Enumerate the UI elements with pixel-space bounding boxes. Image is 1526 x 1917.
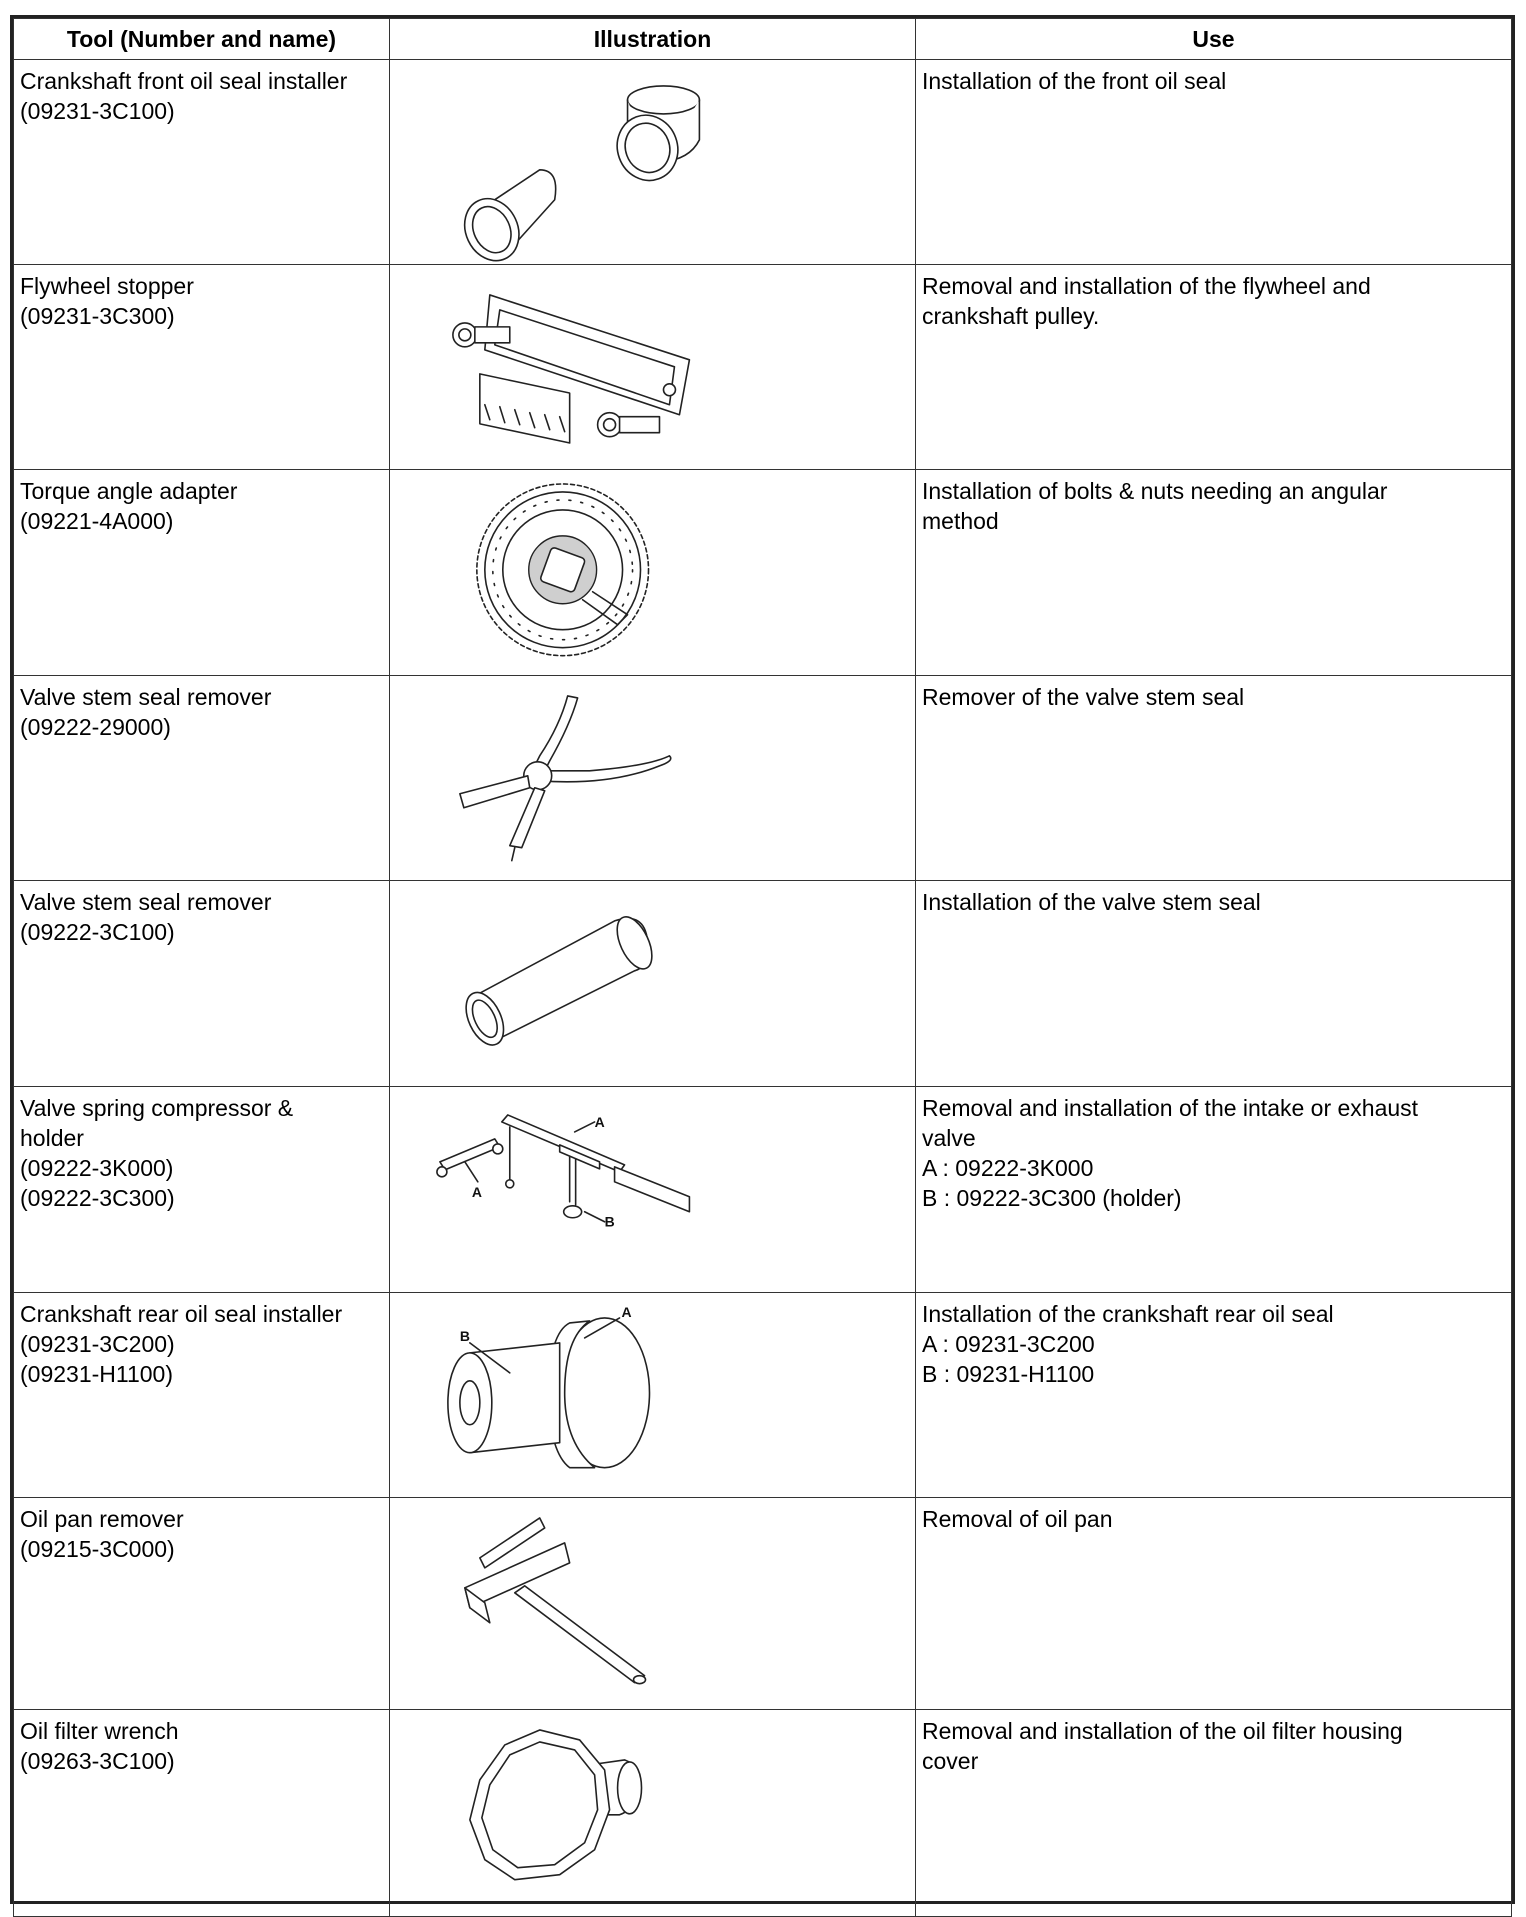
tool-number: (09231-H1100) [20, 1360, 174, 1387]
tool-cell [14, 1498, 390, 1710]
tool-name: Oil pan remover [20, 1506, 184, 1533]
tool-number: (09222-3K000) [20, 1155, 174, 1182]
label-a-left: A [471, 1183, 482, 1200]
use-text: Installation of the crankshaft rear oil seal [922, 1300, 1334, 1327]
table-row [14, 1292, 1512, 1498]
table-row [14, 1087, 1512, 1293]
tool-number: (09215-3C000) [20, 1536, 175, 1563]
use-cell [916, 1292, 1512, 1498]
illustration-cell [390, 264, 916, 470]
use-text: Installation of the front oil seal [922, 68, 1227, 94]
tool-cell [14, 60, 390, 265]
tool-number: (09263-3C100) [20, 1747, 175, 1774]
use-text: Removal and installation of the flywheel and [922, 272, 1371, 299]
table-row [14, 470, 1512, 676]
tool-number: (09222-3C100) [20, 919, 175, 946]
use-cell [916, 264, 1512, 470]
use-cell [916, 470, 1512, 676]
tool-cell [14, 470, 390, 676]
tool-cell [14, 1087, 390, 1293]
use-text: Removal and installation of the intake or exhaust [922, 1095, 1419, 1122]
illustration-cell [390, 1087, 916, 1293]
crankshaft-rear-oil-seal-installer-icon [390, 1293, 915, 1498]
tool-cell [14, 264, 390, 470]
valve-stem-seal-remover-pliers-icon [390, 676, 915, 881]
tool-name: Torque angle adapter [20, 478, 238, 505]
crankshaft-front-oil-seal-installer-icon [390, 60, 915, 264]
use-text: crankshaft pulley. [922, 302, 1100, 329]
use-text: Remover of the valve stem seal [922, 683, 1245, 710]
torque-angle-adapter-icon [390, 470, 915, 675]
label-b: B [459, 1327, 470, 1344]
tool-name: Crankshaft rear oil seal installer [20, 1300, 343, 1327]
use-cell [916, 60, 1512, 265]
use-text: B : 09222-3C300 (holder) [922, 1185, 1182, 1212]
tool-number: (09231-3C200) [20, 1330, 175, 1357]
header-row [14, 19, 1512, 60]
use-text: A : 09222-3K000 [922, 1155, 1094, 1182]
valve-spring-compressor-icon [390, 1087, 915, 1292]
flywheel-stopper-icon [390, 265, 915, 470]
tool-number: (09231-3C100) [20, 98, 175, 124]
table-row [14, 881, 1512, 1087]
table-row [14, 60, 1512, 265]
tool-number: (09231-3C300) [20, 302, 175, 329]
oil-pan-remover-icon [390, 1498, 915, 1709]
tool-cell [14, 881, 390, 1087]
use-text: Removal and installation of the oil filter housing [922, 1717, 1403, 1744]
use-text: B : 09231-H1100 [922, 1360, 1095, 1387]
table-row [14, 1498, 1512, 1710]
tool-name: Flywheel stopper [20, 272, 194, 299]
tool-name: Valve stem seal remover [20, 683, 272, 710]
header-use: Use [916, 19, 1512, 60]
tool-name: Crankshaft front oil seal installer [20, 68, 348, 94]
illustration-cell [390, 1709, 916, 1917]
tool-name: Oil filter wrench [20, 1717, 179, 1744]
tool-name-cont: holder [20, 1125, 84, 1152]
table-row [14, 264, 1512, 470]
use-cell [916, 1087, 1512, 1293]
use-cell [916, 1709, 1512, 1917]
label-a-right: A [594, 1113, 605, 1130]
special-tools-table-frame [10, 15, 1515, 1904]
use-text: cover [922, 1747, 979, 1774]
use-text: A : 09231-3C200 [922, 1330, 1095, 1357]
oil-filter-wrench-icon [390, 1710, 915, 1917]
illustration-cell [390, 1498, 916, 1710]
use-text: Removal of oil pan [922, 1506, 1113, 1533]
illustration-cell [390, 60, 916, 265]
tool-cell [14, 1709, 390, 1917]
header-tool: Tool (Number and name) [14, 19, 390, 60]
tool-number: (09222-29000) [20, 713, 171, 740]
tool-number: (09222-3C300) [20, 1185, 175, 1212]
use-text: Installation of the valve stem seal [922, 889, 1261, 916]
tool-name: Valve stem seal remover [20, 889, 272, 916]
illustration-cell [390, 1292, 916, 1498]
illustration-cell [390, 675, 916, 881]
table-row [14, 675, 1512, 881]
tool-cell [14, 675, 390, 881]
table-row [14, 1709, 1512, 1917]
valve-stem-seal-tube-icon [390, 881, 915, 1086]
use-cell [916, 881, 1512, 1087]
label-b: B [604, 1213, 615, 1230]
use-text: valve [922, 1125, 976, 1152]
tool-number: (09221-4A000) [20, 508, 174, 535]
illustration-cell [390, 470, 916, 676]
tool-cell [14, 1292, 390, 1498]
use-cell [916, 675, 1512, 881]
use-text: Installation of bolts & nuts needing an angular [922, 478, 1388, 505]
use-text: method [922, 508, 999, 535]
label-a: A [621, 1303, 632, 1320]
special-tools-table [13, 18, 1512, 1917]
illustration-cell [390, 881, 916, 1087]
tool-name: Valve spring compressor & [20, 1095, 294, 1122]
use-cell [916, 1498, 1512, 1710]
header-illustration: Illustration [390, 19, 916, 60]
